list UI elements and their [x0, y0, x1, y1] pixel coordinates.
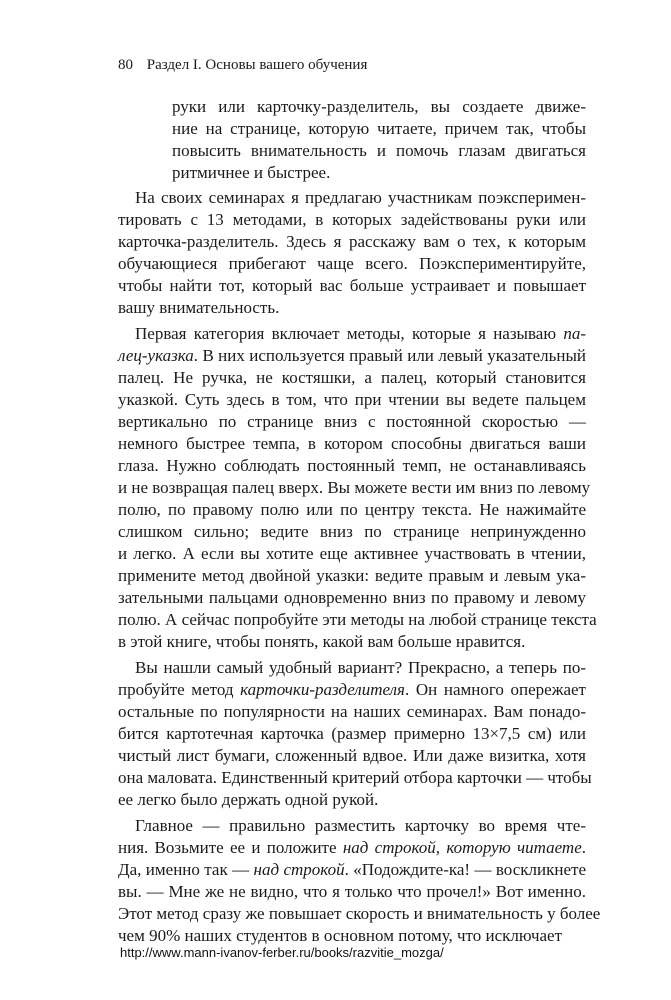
text-line	[118, 275, 586, 297]
footer-url: http://www.mann-ivanov-ferber.ru/books/razvitie_mozga/	[120, 945, 444, 960]
text-segment: немного быстрее темпа, в котором способны двигаться ваши	[118, 434, 586, 453]
text-line	[118, 745, 586, 767]
text-segment: бится картотечная карточка (размер примерно 13×7,5 см) или	[118, 724, 586, 743]
text-line	[118, 367, 586, 389]
text-segment: и легко. А если вы хотите еще активнее участвовать в чтении,	[118, 544, 586, 563]
text-segment: полю, по правому полю или по центру текста. Не нажимайте	[118, 500, 586, 519]
text-line	[118, 231, 586, 253]
text-line	[118, 499, 586, 521]
text-line	[118, 837, 586, 859]
text-line	[118, 701, 586, 723]
text-line	[118, 187, 586, 209]
text-line	[118, 389, 586, 411]
text-segment: пробуйте метод	[118, 680, 241, 699]
italic-text: над строкой	[253, 860, 345, 879]
text-line	[118, 631, 586, 653]
text-line	[118, 925, 586, 947]
text-line	[118, 767, 592, 789]
paragraph	[118, 323, 597, 653]
text-line	[118, 565, 586, 587]
quote-block	[172, 96, 586, 184]
text-line	[118, 657, 586, 679]
text-line	[118, 903, 601, 925]
text-segment: Первая категория включает методы, которые я называю	[135, 324, 564, 343]
text-segment: указкой. Суть здесь в том, что при чтении вы ведете пальцем	[118, 390, 586, 409]
quote-line: ритмичнее и быстрее.	[172, 163, 331, 182]
text-segment: Этот метод сразу же повышает скорость и внимательность у более	[118, 904, 601, 923]
text-segment: чтобы найти тот, который вас больше устраивает и повышает	[118, 276, 586, 295]
text-line	[118, 881, 586, 903]
text-segment: Главное — правильно разместить карточку во время чте-	[135, 816, 586, 835]
section-title: Раздел I. Основы вашего обучения	[146, 57, 368, 73]
text-segment: обучающиеся прибегают чаще всего. Поэкспериментируйте,	[118, 254, 586, 273]
text-segment: в этой книге, чтобы понять, какой вам больше нравится.	[118, 632, 526, 651]
italic-text: лец-указка	[118, 346, 194, 365]
text-segment: Да, именно так —	[118, 860, 254, 879]
text-segment: . В них используется правый или левый указательный	[193, 346, 586, 365]
page-number: 80	[118, 57, 133, 73]
text-line	[118, 297, 586, 319]
quote-line: ние на странице, которую читаете, причем так, чтобы	[172, 119, 586, 138]
running-header	[118, 57, 367, 74]
text-segment: ее легко было держать одной рукой.	[118, 790, 379, 809]
text-segment: глаза. Нужно соблюдать постоянный темп, не останавливаясь	[118, 456, 586, 475]
text-line	[118, 859, 586, 881]
quote-line: руки или карточку-разделитель, вы создаете движе-	[172, 97, 586, 116]
text-segment: .	[581, 838, 586, 857]
text-segment: На своих семинарах я предлагаю участникам поэксперимен-	[135, 188, 586, 207]
text-segment: вашу внимательность.	[118, 298, 280, 317]
text-line	[118, 521, 586, 543]
text-segment: . Он намного опережает	[404, 680, 586, 699]
text-segment: и не возвращая палец вверх. Вы можете вести им вниз по левому	[118, 478, 591, 497]
italic-text: над строкой, которую читаете	[342, 838, 582, 857]
text-line	[118, 679, 586, 701]
text-segment: вертикально по странице вниз с постоянной скоростью —	[118, 412, 586, 431]
text-line	[118, 433, 586, 455]
text-line	[118, 323, 586, 345]
paragraph	[118, 815, 601, 947]
body-text	[118, 187, 601, 951]
text-line	[118, 723, 586, 745]
text-segment: . «Подождите-ка! — воскликнете	[344, 860, 586, 879]
text-line	[118, 789, 586, 811]
text-line	[118, 815, 586, 837]
text-line	[118, 345, 586, 367]
paragraph	[118, 657, 592, 811]
text-line	[118, 587, 586, 609]
text-segment: вы. — Мне же не видно, что я только что прочел!» Вот именно.	[118, 882, 586, 901]
text-segment: ния. Возьмите ее и положите	[118, 838, 343, 857]
text-segment: полю. А сейчас попробуйте эти методы на любой странице текста	[118, 610, 597, 629]
text-line	[118, 455, 586, 477]
text-segment: слишком сильно; ведите вниз по странице непринужденно	[118, 522, 586, 541]
text-line	[118, 543, 586, 565]
paragraph	[118, 187, 586, 319]
text-segment: тировать с 13 методами, в которых задействованы руки или	[118, 210, 586, 229]
text-line	[118, 253, 586, 275]
text-line	[118, 477, 591, 499]
text-segment: примените метод двойной указки: ведите правым и левым ука-	[118, 566, 586, 585]
text-segment: чистый лист бумаги, сложенный вдвое. Или даже визитка, хотя	[118, 746, 586, 765]
text-segment: чем 90% наших студентов в основном потому, что исключает	[118, 926, 563, 945]
text-line	[118, 411, 586, 433]
text-line	[118, 209, 586, 231]
quote-line: повысить внимательность и помочь глазам двигаться	[172, 141, 586, 160]
text-line	[118, 609, 597, 631]
italic-text: карточки-разделителя	[240, 680, 405, 699]
text-segment: она маловата. Единственный критерий отбора карточки — чтобы	[118, 768, 592, 787]
text-segment: остальные по популярности на наших семинарах. Вам понадо-	[118, 702, 586, 721]
text-segment: Вы нашли самый удобный вариант? Прекрасно, а теперь по-	[135, 658, 586, 677]
text-segment: зательными пальцами одновременно вниз по правому и левому	[118, 588, 586, 607]
italic-text: па-	[563, 324, 586, 343]
text-segment: палец. Не ручка, не костяшки, а палец, который становится	[118, 368, 586, 387]
text-segment: карточка-разделитель. Здесь я расскажу вам о тех, к которым	[118, 232, 586, 251]
